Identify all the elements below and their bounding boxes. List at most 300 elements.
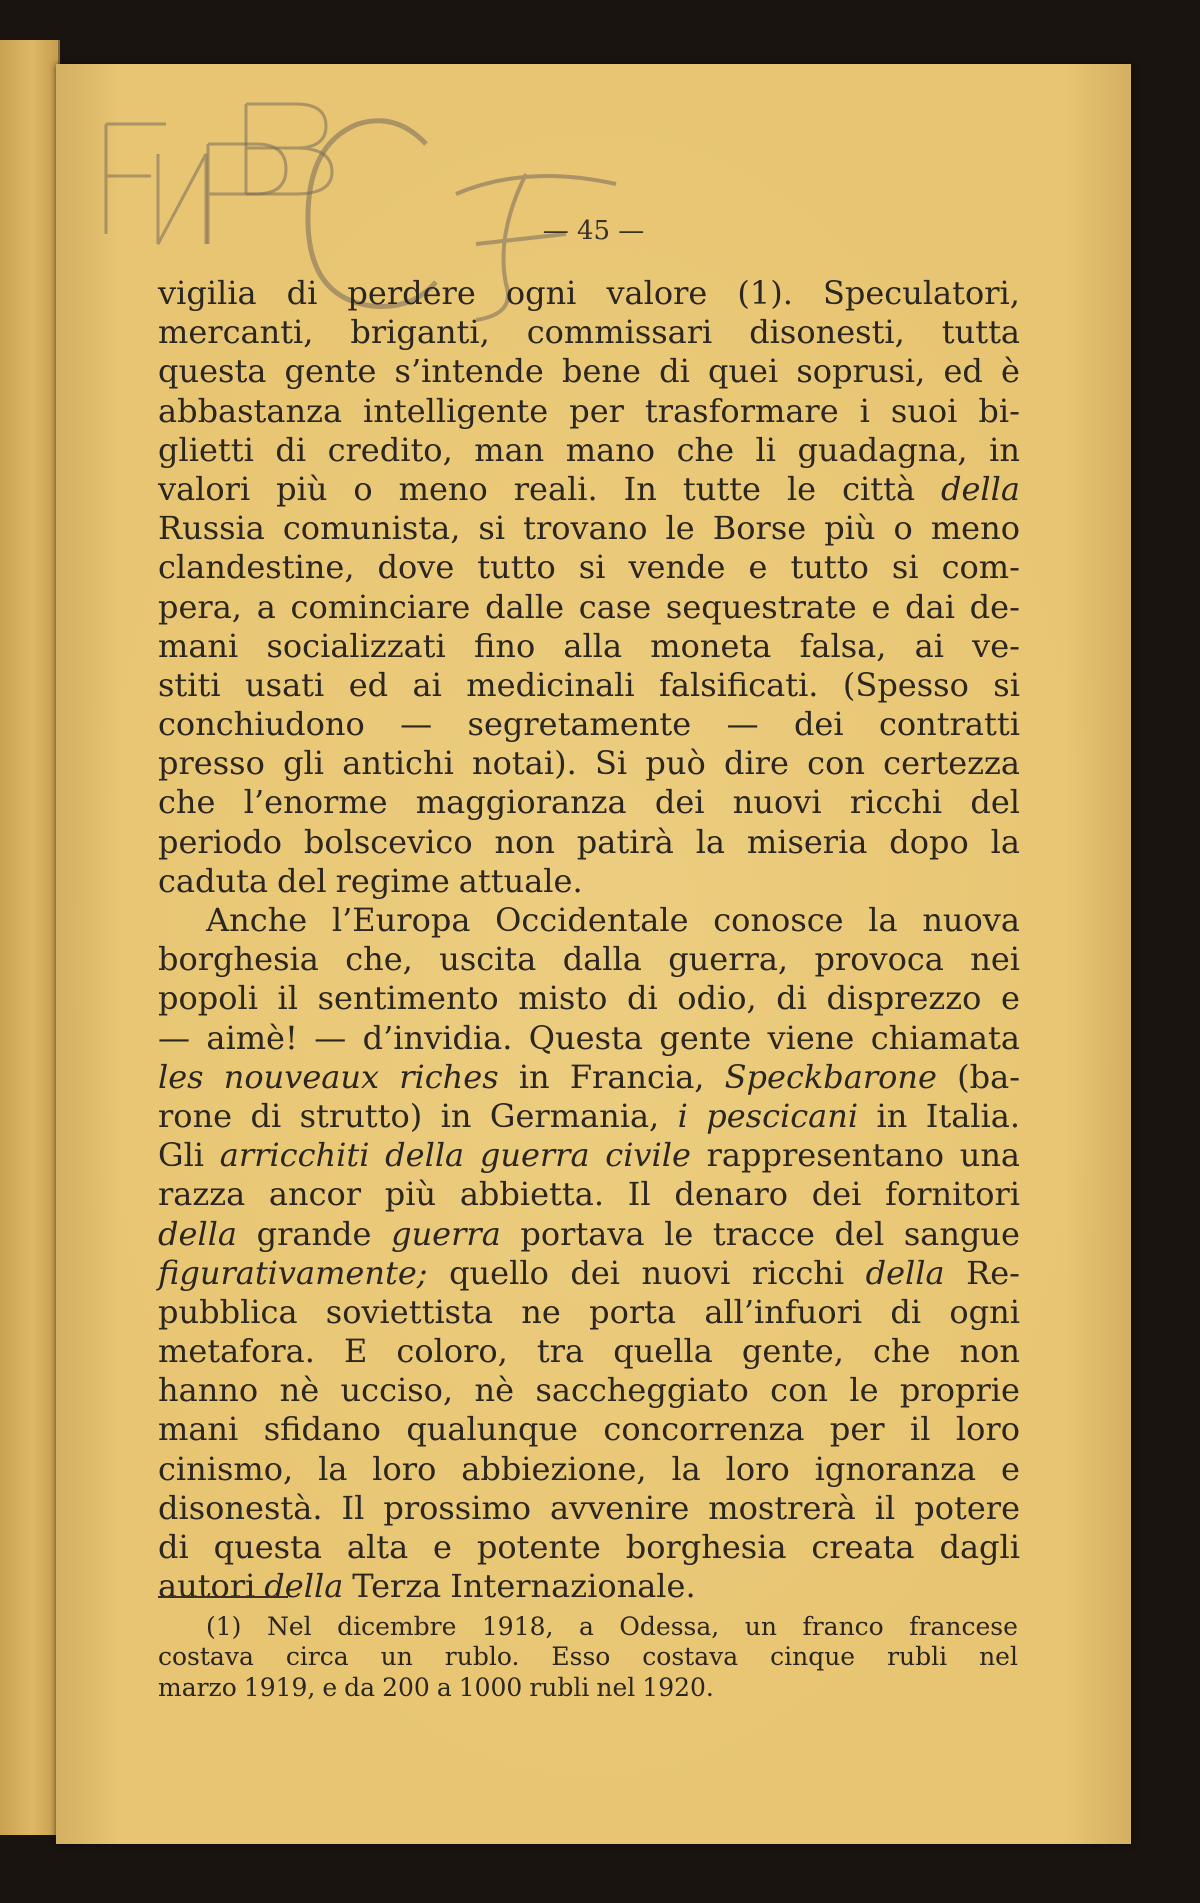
paragraph-line: [158, 1097, 1020, 1136]
word: In: [623, 469, 657, 508]
word: fornitori: [885, 1175, 1020, 1214]
word: Si: [594, 744, 628, 783]
word: falsificati.: [659, 665, 819, 704]
word: figurativamente;: [158, 1253, 428, 1292]
word: abbastanza: [158, 391, 343, 430]
word: Odessa,: [619, 1612, 720, 1641]
word: nel: [596, 1672, 636, 1702]
word: bene: [561, 352, 641, 391]
word: dalla: [562, 940, 642, 979]
word: a: [436, 1672, 452, 1702]
word: caduta: [158, 861, 269, 900]
word: per: [829, 1410, 885, 1449]
word: Gli: [158, 1136, 205, 1175]
word: alla: [563, 626, 623, 665]
word: 1918,: [481, 1612, 554, 1641]
word: l’Europa: [331, 901, 471, 939]
word: ed: [943, 352, 983, 391]
paragraph-line: [158, 1293, 1020, 1332]
word: 1919,: [243, 1672, 316, 1702]
word: le: [849, 1371, 879, 1410]
word: presso: [158, 744, 265, 783]
word: li: [755, 430, 776, 469]
word: l’enorme: [243, 783, 388, 822]
word: di: [275, 430, 307, 469]
word: sfidano: [263, 1410, 381, 1449]
paragraph-line: [158, 705, 1020, 744]
word: tra: [536, 1332, 585, 1371]
word: gente: [659, 1018, 752, 1057]
word: ogni: [505, 274, 577, 312]
word: ai: [412, 665, 442, 704]
word: Italia.: [925, 1096, 1020, 1135]
word: portava: [520, 1214, 645, 1253]
word: Questa: [528, 1018, 643, 1057]
paragraph-line: [158, 862, 1020, 901]
word: della: [385, 1136, 465, 1175]
word: guerra: [479, 1136, 590, 1175]
word: ricchi: [849, 783, 943, 822]
word: e: [1001, 1449, 1020, 1488]
word: attuale.: [458, 861, 583, 900]
word: nuovi: [732, 783, 822, 822]
word: il: [874, 1488, 896, 1527]
paragraph-line: [158, 509, 1020, 548]
word: metafora.: [158, 1332, 315, 1371]
word: in: [440, 1096, 472, 1135]
word: glietti: [158, 430, 254, 469]
word: Terza: [352, 1567, 442, 1606]
paragraph-line: [158, 627, 1020, 666]
footnote: [158, 1612, 1018, 1703]
word: ucciso,: [340, 1371, 454, 1410]
paragraph-line: [158, 1136, 1020, 1175]
word: patirà: [576, 822, 674, 861]
word: contratti: [878, 705, 1020, 744]
word: case: [578, 587, 652, 626]
word: un: [744, 1612, 777, 1641]
word: sangue: [903, 1214, 1020, 1253]
word: 200: [382, 1672, 430, 1702]
word: ogni: [949, 1292, 1020, 1331]
word: (1).: [737, 274, 793, 312]
word: mano: [565, 430, 656, 469]
word: gli: [283, 744, 325, 783]
word: stiti: [158, 665, 221, 704]
word: Speculatori,: [822, 274, 1020, 312]
paragraph-line: [158, 1332, 1020, 1371]
word: può: [645, 744, 706, 783]
paragraph-line: [158, 352, 1020, 391]
word: Speckbarone: [724, 1057, 937, 1096]
word: o: [893, 509, 913, 548]
word: ed: [348, 665, 389, 704]
word: clandestine,: [158, 548, 355, 587]
word: con: [807, 744, 865, 783]
word: strutto): [299, 1096, 423, 1135]
word: odio,: [677, 979, 757, 1018]
paragraph-line: [158, 901, 1020, 940]
word: soprusi,: [796, 352, 926, 391]
word: guerra,: [668, 940, 789, 979]
word: reali.: [513, 469, 598, 508]
word: quella: [613, 1332, 713, 1371]
word: sequestrate: [665, 587, 857, 626]
word: gente: [284, 352, 377, 391]
word: ricchi: [751, 1253, 845, 1292]
word: nuova: [922, 901, 1020, 939]
word: gente,: [741, 1332, 844, 1371]
word: di: [158, 1528, 189, 1566]
word: potere: [914, 1488, 1020, 1527]
word: e: [1000, 979, 1020, 1018]
paragraph-line: [158, 1058, 1020, 1097]
word: mani: [158, 626, 239, 665]
word: non: [494, 822, 555, 861]
word: valore: [606, 274, 708, 312]
word: Esso: [551, 1642, 611, 1672]
word: i: [677, 1096, 688, 1135]
word: non: [959, 1332, 1020, 1371]
word: del: [834, 1214, 885, 1253]
word: dopo: [889, 822, 969, 861]
word: tutto: [477, 548, 556, 587]
word: abbiezione,: [461, 1449, 647, 1488]
paragraph-line: [158, 1371, 1020, 1410]
paragraph-line: [158, 548, 1020, 587]
word: guadagna,: [797, 430, 968, 469]
word: ai: [914, 626, 944, 665]
word: o: [353, 469, 373, 508]
word: pescicani: [706, 1096, 859, 1135]
word: Russia: [158, 509, 265, 548]
word: medicinali: [466, 665, 635, 704]
paragraph-line: [158, 431, 1020, 470]
paragraph-line: [158, 1254, 1020, 1293]
word: bolscevico: [303, 822, 473, 861]
word: che: [158, 783, 216, 822]
word: a: [579, 1612, 594, 1641]
word: notai).: [472, 744, 577, 783]
word: pubblica: [158, 1292, 298, 1331]
paragraph-line: [158, 783, 1020, 822]
word: autori: [158, 1567, 256, 1606]
word: la: [990, 822, 1020, 861]
word: che: [676, 430, 735, 469]
word: coloro,: [396, 1332, 508, 1371]
word: di: [626, 979, 658, 1018]
word: regime: [335, 861, 450, 900]
word: ve-: [972, 626, 1020, 665]
paragraph-line: [158, 1175, 1020, 1214]
word: del: [276, 861, 327, 900]
word: saccheggiato: [535, 1371, 749, 1410]
word: de-: [969, 587, 1020, 626]
word: abbietta.: [459, 1175, 605, 1214]
word: fino: [473, 626, 536, 665]
word: popoli: [158, 979, 258, 1018]
word: Nel: [266, 1612, 312, 1641]
paragraph-line: [158, 274, 1020, 313]
word: Il: [627, 1175, 651, 1214]
main-text-block: [158, 274, 1020, 1606]
word: e: [322, 1672, 338, 1702]
paragraph-line: [158, 666, 1020, 705]
word: questa: [158, 352, 267, 391]
word: hanno: [158, 1371, 259, 1410]
word: trovano: [523, 509, 648, 548]
word: suoi: [890, 391, 958, 430]
word: soviettista: [325, 1292, 494, 1331]
paragraph-line: [158, 823, 1020, 862]
book-page: [56, 64, 1131, 1844]
word: avvenire: [550, 1488, 690, 1527]
word: intelligente: [363, 391, 549, 430]
word: a: [256, 587, 276, 626]
word: —: [314, 1018, 347, 1057]
paragraph-line: [158, 1019, 1020, 1058]
word: le: [786, 469, 817, 508]
word: cinismo,: [158, 1449, 294, 1488]
word: di: [890, 1292, 922, 1331]
word: les: [158, 1057, 204, 1096]
word: nuovi: [641, 1253, 731, 1292]
word: riches: [399, 1057, 499, 1096]
word: com-: [941, 548, 1020, 587]
paragraph-line: [158, 1567, 1020, 1606]
word: all’infuori: [704, 1292, 863, 1331]
word: nel: [979, 1642, 1018, 1672]
word: dei: [654, 783, 705, 822]
paragraph-line: [158, 1450, 1020, 1489]
paragraph-line: [158, 392, 1020, 431]
word: periodo: [158, 822, 282, 861]
word: mani: [158, 1410, 239, 1449]
word: vende: [628, 548, 726, 587]
paragraph-line: [158, 588, 1020, 627]
word: nè: [279, 1371, 320, 1410]
word: nei: [970, 940, 1020, 979]
word: credito,: [327, 430, 453, 469]
word: disonesti,: [749, 313, 905, 352]
word: una: [959, 1136, 1020, 1175]
word: Borse: [712, 509, 807, 548]
word: circa: [285, 1642, 349, 1672]
word: prossimo: [383, 1488, 532, 1527]
word: antichi: [342, 744, 454, 783]
word: nouveaux: [223, 1057, 380, 1096]
word: ancor: [268, 1175, 362, 1214]
paragraph: [158, 274, 1020, 901]
word: dei: [811, 1175, 862, 1214]
word: il: [277, 979, 299, 1018]
word: della: [264, 1567, 344, 1606]
word: trasformare: [644, 391, 839, 430]
word: della: [940, 469, 1020, 508]
word: la: [695, 822, 725, 861]
word: del: [970, 783, 1020, 822]
word: maggioranza: [415, 783, 627, 822]
page-number: — 45 —: [542, 216, 645, 246]
word: tutta: [941, 313, 1020, 352]
footnote-separator: [158, 1596, 288, 1598]
word: denaro: [674, 1175, 788, 1214]
word: socializzati: [266, 626, 446, 665]
word: e: [871, 587, 891, 626]
word: è: [1001, 352, 1020, 391]
word: viene: [767, 1018, 855, 1057]
word: si: [993, 665, 1020, 704]
word: marzo: [158, 1672, 237, 1702]
word: con: [770, 1371, 828, 1410]
word: i: [859, 391, 870, 430]
word: della: [158, 1214, 237, 1253]
paragraph-line: [158, 744, 1020, 783]
word: dai: [905, 587, 955, 626]
word: meno: [930, 509, 1020, 548]
word: la: [868, 901, 898, 939]
word: che: [872, 1332, 931, 1371]
word: ignoranza: [814, 1449, 977, 1488]
paragraph-line: [158, 1410, 1020, 1449]
word: chiamata: [870, 1018, 1020, 1057]
word: briganti,: [350, 313, 490, 352]
word: mostrerà: [708, 1488, 856, 1527]
paragraph-line: [158, 979, 1020, 1018]
word: città: [842, 469, 916, 508]
word: loro: [955, 1410, 1020, 1449]
word: si: [578, 548, 606, 587]
word: più: [384, 1175, 437, 1214]
word: porta: [589, 1292, 677, 1331]
word: certezza: [883, 744, 1020, 783]
word: e: [748, 548, 768, 587]
word: dei: [793, 705, 844, 744]
word: guerra: [391, 1214, 501, 1253]
word: si: [478, 509, 506, 548]
word: arricchiti: [219, 1136, 370, 1175]
word: di: [776, 979, 807, 1018]
word: comunista,: [282, 509, 461, 548]
word: quei: [707, 352, 779, 391]
word: dalle: [485, 587, 565, 626]
word: dagli: [939, 1528, 1020, 1566]
word: rappresentano: [706, 1136, 944, 1175]
paragraph-line: [158, 940, 1020, 979]
word: civile: [605, 1136, 691, 1175]
word: francese: [909, 1612, 1018, 1641]
word: (Spesso: [842, 665, 969, 704]
word: tutto: [790, 548, 869, 587]
word: pera,: [158, 587, 242, 626]
word: franco: [802, 1612, 884, 1641]
word: disonestà.: [158, 1488, 323, 1527]
word: in: [876, 1096, 908, 1135]
word: valori: [158, 469, 251, 508]
word: d’invidia.: [362, 1018, 513, 1057]
word: concorrenza: [603, 1410, 805, 1449]
word: da: [344, 1672, 376, 1702]
word: costava: [642, 1642, 739, 1672]
word: di: [659, 352, 690, 391]
word: disprezzo: [826, 979, 982, 1018]
word: conosce: [713, 901, 844, 939]
word: sentimento: [317, 979, 499, 1018]
word: più: [276, 469, 328, 508]
word: per: [569, 391, 624, 430]
word: vigilia: [158, 274, 257, 312]
word: —: [400, 705, 433, 744]
word: rubli: [887, 1642, 948, 1672]
word: dei: [570, 1253, 621, 1292]
word: dicembre: [337, 1612, 457, 1641]
word: ne: [521, 1292, 561, 1331]
word: il: [910, 1410, 931, 1449]
word: la: [318, 1449, 348, 1488]
word: rublo.: [444, 1642, 520, 1672]
word: creata: [811, 1528, 915, 1566]
word: mercanti,: [158, 313, 314, 352]
word: un: [380, 1642, 413, 1672]
word: cinque: [770, 1642, 856, 1672]
word: Francia,: [569, 1057, 705, 1096]
word: le: [665, 509, 695, 548]
word: tracce: [712, 1214, 815, 1253]
word: rubli: [529, 1672, 590, 1702]
word: nè: [474, 1371, 515, 1410]
word: meno: [398, 469, 488, 508]
word: in: [518, 1057, 550, 1096]
word: si: [891, 548, 919, 587]
word: E: [343, 1332, 368, 1371]
previous-page-edge: [0, 40, 60, 1835]
word: moneta: [650, 626, 772, 665]
word: razza: [158, 1175, 246, 1214]
paragraph-line: [158, 1215, 1020, 1254]
word: 1920.: [642, 1672, 714, 1702]
word: bi-: [978, 391, 1020, 430]
word: cominciare: [290, 587, 471, 626]
word: Germania,: [489, 1096, 660, 1135]
word: 1000: [458, 1672, 523, 1702]
word: borghesia: [625, 1528, 787, 1566]
word: costava: [158, 1642, 254, 1672]
word: provoca: [814, 940, 944, 979]
word: usati: [245, 665, 325, 704]
word: questa: [213, 1528, 322, 1566]
paragraph-line: [158, 470, 1020, 509]
footnote-line: [158, 1612, 1018, 1642]
word: tutte: [682, 469, 761, 508]
word: s’intende: [394, 352, 544, 391]
word: uscita: [439, 940, 537, 979]
word: più: [824, 509, 876, 548]
paragraph: [158, 901, 1020, 1606]
word: quello: [449, 1253, 549, 1292]
word: aimè!: [206, 1018, 298, 1057]
word: della: [865, 1253, 945, 1292]
paragraph-line: [158, 1528, 1020, 1567]
word: perdere: [347, 274, 476, 312]
word: Internazionale.: [450, 1567, 696, 1606]
word: e: [433, 1528, 452, 1566]
footnote-line: [158, 1642, 1018, 1672]
word: borghesia: [158, 940, 319, 979]
word: miseria: [746, 822, 868, 861]
word: conchiudono: [158, 705, 365, 744]
word: alta: [346, 1528, 409, 1566]
word: —: [158, 1018, 190, 1057]
